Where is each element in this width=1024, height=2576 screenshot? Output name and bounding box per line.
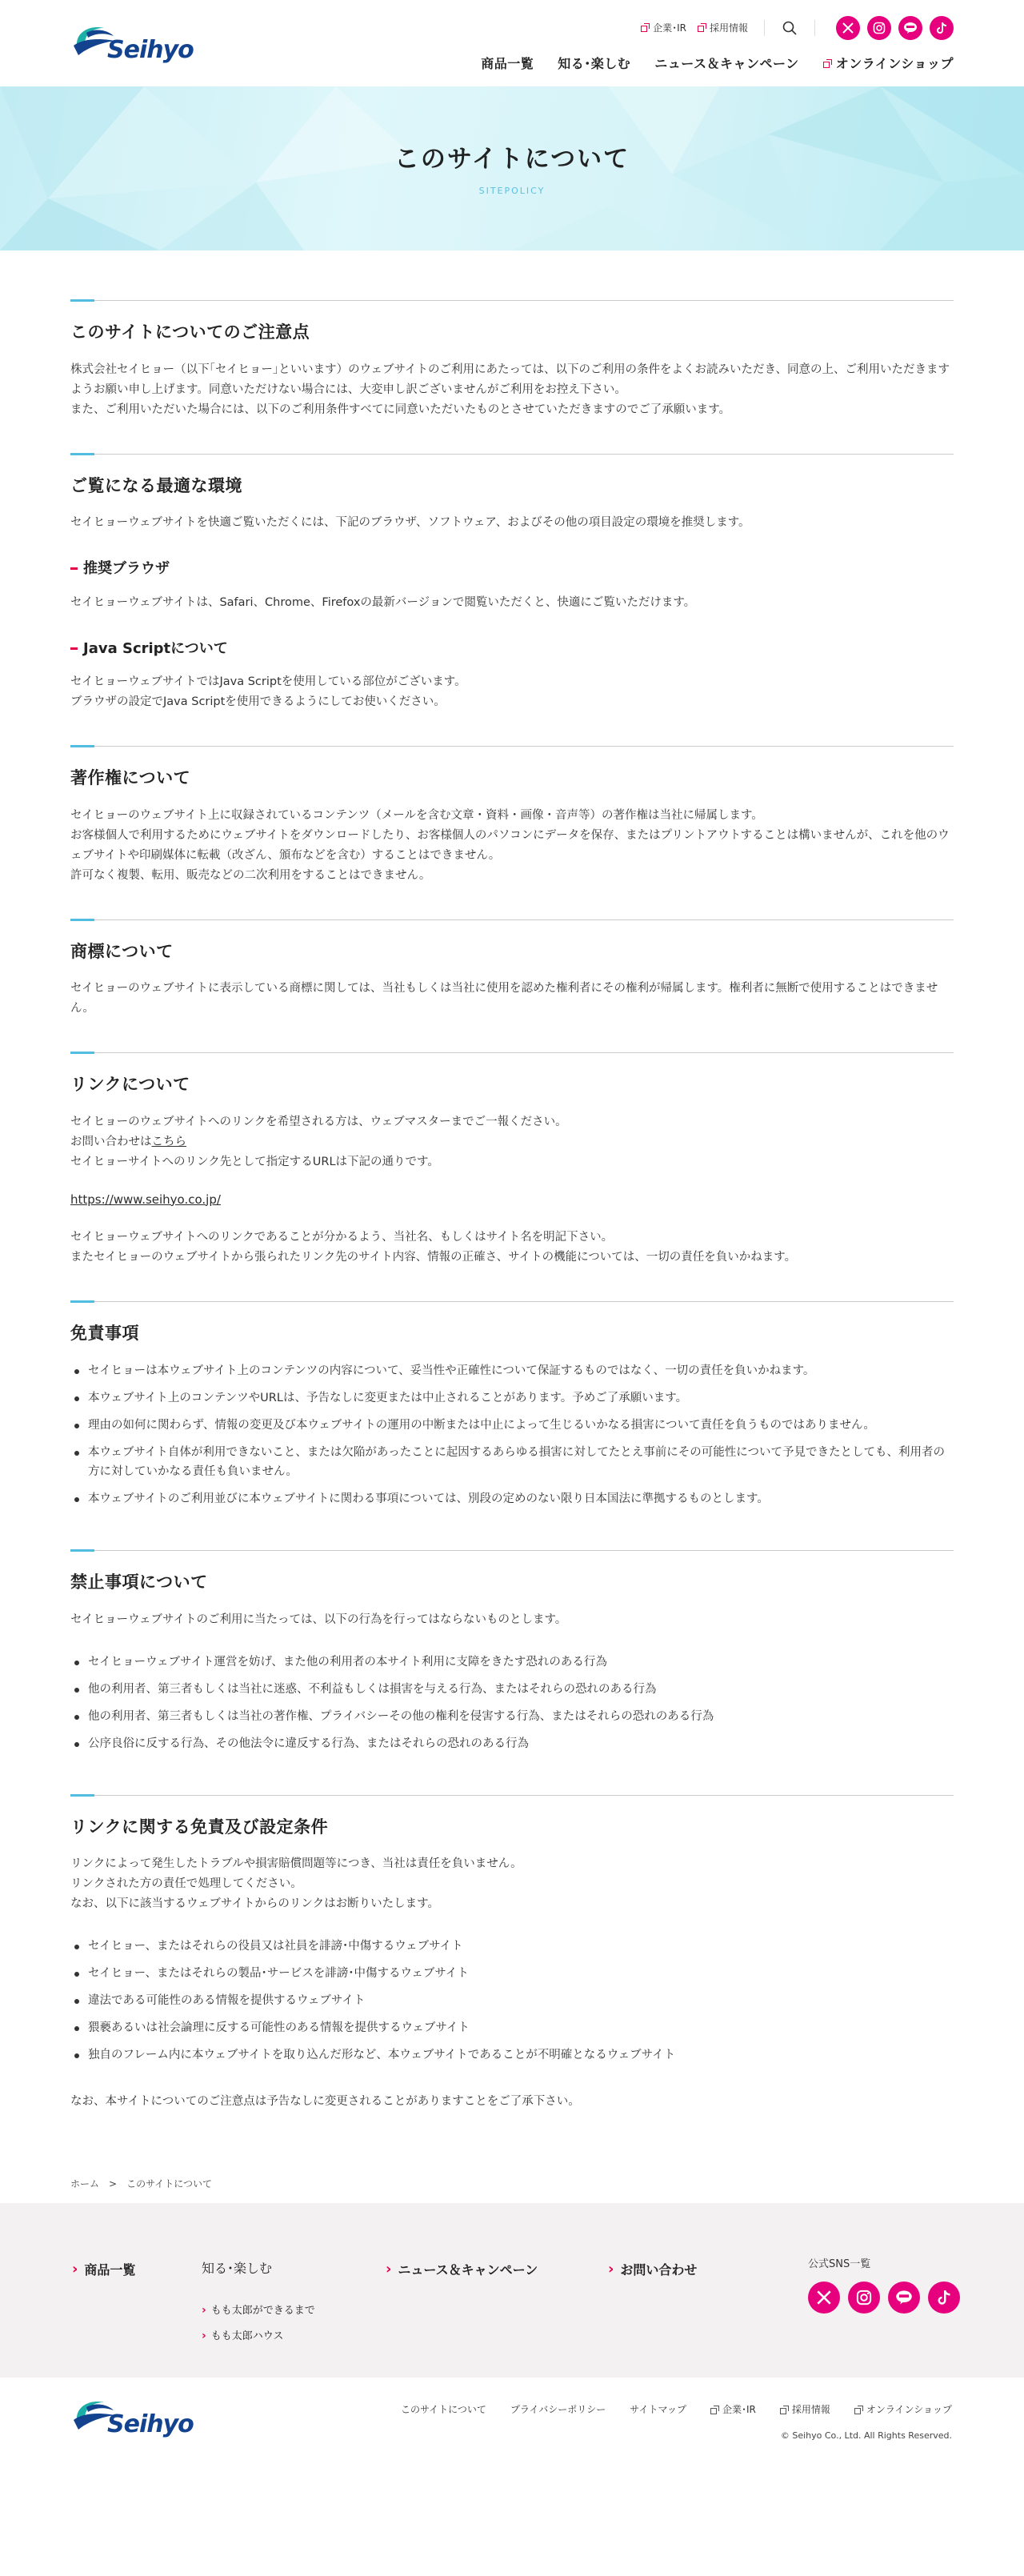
breadcrumb-current: このサイトについて [126,2177,212,2189]
footer-link-sitemap[interactable] [630,2402,686,2418]
paragraph: セイヒョーウェブサイトを快適ご覧いただくには、下記のブラウザ、ソフトウェア、およびその他の項目設定の環境を推奨します。 [70,516,750,530]
main-content [70,250,954,2145]
nav-products-label: 商品一覧 [481,56,534,71]
section-title: このサイトについてのご注意点 [70,323,310,342]
list-item: 本ウェブサイトのご利用並びに本ウェブサイトに関わる事項については、別段の定めのない限り日本国法に準拠するものとします。 [70,1489,954,1509]
footer-col-products [72,2258,135,2282]
breadcrumb-home[interactable]: ホーム [70,2177,100,2189]
tiktok-icon[interactable] [930,16,954,40]
footer-link-news-label: ニュース＆キャンペーン [398,2262,538,2278]
footer-link-online-shop-label: オンラインショップ [866,2404,952,2416]
footer-link-momotaro-making-label: もも太郎ができるまで [210,2305,315,2318]
footer-heading-enjoy: 知る･楽しむ [202,2261,273,2277]
list-item: 本ウェブサイト上のコンテンツやURLは、予告なしに変更または中止されることがあります。予めご了承願います。 [70,1388,954,1408]
footer-link-contact[interactable] [608,2258,697,2282]
footer-link-recruit[interactable] [780,2402,830,2418]
site-url-link[interactable]: https://www.seihyo.co.jp/ [70,1192,221,1207]
list-item: セイヒョー、またはそれらの製品･サービスを誹謗･中傷するウェブサイト [70,1964,954,1984]
breadcrumb-separator: > [109,2177,118,2189]
nav-news-label: ニュース＆キャンペーン [654,56,799,71]
link-prohibited-list [70,1937,954,2065]
section-title: ご覧になる最適な環境 [70,475,242,495]
footer-link-contact-label: お問い合わせ [620,2262,698,2278]
footer-link-news[interactable] [386,2258,538,2282]
section-title: リンクに関する免責及び設定条件 [70,1817,329,1837]
logo-text: Seihyo [107,35,194,64]
paragraph: 許可なく複製、転用、販売などの二次利用をすることはできません。 [70,868,431,882]
external-link-icon [710,2406,719,2414]
page-subtitle: SITEPOLICY [478,185,546,196]
chevron-right-icon: › [202,2304,206,2318]
paragraph: セイヒョーのウェブサイト上に収録されているコンテンツ（メールを含む文章・資料・画像・音声等）の著作権は当社に帰属します。 [70,808,763,822]
footer-bottom-links [401,2402,952,2418]
footer-seihyo-logo[interactable] [70,2395,211,2442]
footer-col-contact [608,2258,697,2282]
page-title: このサイトについて [394,144,630,174]
subsection-title: 推奨ブラウザ [70,557,954,582]
util-link-ir-label: 企業･IR [653,22,686,34]
paragraph: ブラウザの設定でJava Scriptを使用できるようにしてお使いください。 [70,695,446,709]
tiktok-icon[interactable] [928,2282,960,2314]
footer-link-products-label: 商品一覧 [84,2262,136,2278]
footer-link-momotaro-house[interactable] [202,2327,315,2346]
header-sns-list [836,16,954,40]
nav-news[interactable] [654,53,798,74]
section-title: リンクについて [70,1075,190,1095]
paragraph: なお、本サイトについてのご注意点は予告なしに変更されることがありますことをご了承下さい。 [70,2094,580,2108]
list-item: 他の利用者、第三者もしくは当社の著作権、プライバシーその他の権利を侵害する行為、またはそれらの恐れのある行為 [70,1707,954,1727]
list-item: 他の利用者、第三者もしくは当社に迷惑、不利益もしくは損害を与える行為、またはそれらの恐れのある行為 [70,1680,954,1700]
external-link-icon [641,23,650,32]
chevron-right-icon: › [72,2261,78,2278]
footer-sns-title: 公式SNS一覧 [808,2258,871,2271]
main-nav [481,53,954,74]
line-icon[interactable] [888,2282,920,2314]
footer-link-momotaro-making[interactable] [202,2302,315,2321]
nav-online-shop-label: オンラインショップ [835,56,954,71]
prohibited-list [70,1653,954,1754]
instagram-icon[interactable] [848,2282,880,2314]
paragraph [70,1132,954,1152]
footer-link-privacy-label: プライバシーポリシー [510,2404,606,2416]
divider [764,20,765,36]
section-disclaimer [70,1301,954,1550]
list-item: 猥褻あるいは社会論理に反する可能性のある情報を提供するウェブサイト [70,2018,954,2038]
util-link-recruit-label: 採用情報 [709,22,748,34]
nav-online-shop[interactable] [823,53,954,74]
site-footer [0,2203,1024,2456]
section-title: 免責事項 [70,1324,139,1343]
paragraph: お客様個人で利用するためにウェブサイトをダウンロードしたり、お客様個人のパソコンにデータを保存、またはプリントアウトすることは構いませんが、これを他のウェブサイトや印刷媒体に転載（改ざん、頒布などを含む）することはできません。 [70,828,950,862]
list-item: 理由の如何に関わらず、情報の変更及び本ウェブサイトの運用の中断または中止によって生じるいかなる損害について責任を負うものではありません。 [70,1416,954,1436]
external-link-icon [698,23,706,32]
contact-prefix: お問い合わせは [70,1135,152,1148]
logo-text: Seihyo [107,2410,194,2438]
logo-mark-icon [70,23,123,65]
divider [814,20,815,36]
list-item: 公序良俗に反する行為、その他法令に違反する行為、またはそれらの恐れのある行為 [70,1734,954,1754]
seihyo-logo[interactable] [70,21,211,67]
nav-enjoy[interactable] [558,53,630,74]
section-notice [70,300,954,454]
paragraph: リンクされた方の責任で処理してください。 [70,1877,302,1891]
logo-mark-icon [70,2398,123,2439]
x-icon[interactable] [836,16,860,40]
copyright: © Seihyo Co., Ltd. All Rights Reserved. [780,2430,952,2442]
x-icon[interactable] [808,2282,840,2314]
chevron-right-icon: › [386,2261,392,2278]
chevron-right-icon: › [202,2330,206,2343]
footer-link-sitemap-label: サイトマップ [630,2404,686,2416]
paragraph: またセイヒョーのウェブサイトから張られたリンク先のサイト内容、情報の正確さ、サイトの機能については、一切の責任を負いかねます。 [70,1251,797,1264]
nav-enjoy-label: 知る･楽しむ [558,56,631,71]
footer-link-recruit-label: 採用情報 [791,2404,830,2416]
section-title: 著作権について [70,768,191,788]
instagram-icon[interactable] [867,16,891,40]
util-link-recruit[interactable] [698,20,748,36]
footer-link-online-shop[interactable] [854,2402,952,2418]
nav-products[interactable] [481,53,534,74]
footer-link-momotaro-house-label: もも太郎ハウス [210,2330,284,2343]
paragraph: セイヒョーウェブサイトは、Safari、Chrome、Firefoxの最新バージョンで閲覧いただくと、快適にご覧いただけます。 [70,595,696,609]
paragraph: また、ご利用いただいた場合には、以下のご利用条件すべてに同意いただいたものとさせていただきますのでご了承願います。 [70,403,731,416]
contact-link[interactable]: こちら [151,1135,186,1148]
external-link-icon [823,59,832,68]
footer-sns-list [808,2282,960,2314]
footer-link-products[interactable] [72,2258,135,2282]
footer-link-ir-label: 企業･IR [722,2404,756,2416]
footer-col-sns [808,2256,960,2314]
list-item: 本ウェブサイト自体が利用できないこと、または欠陥があったことに起因するあらゆる損害に対してたとえ事前にその可能性について予見できたとしても、利用者の方に対していかなる責任も負いません。 [70,1443,954,1483]
list-item: 違法である可能性のある情報を提供するウェブサイト [70,1991,954,2011]
footer-link-ir[interactable] [710,2402,756,2418]
section-prohibited [70,1550,954,1794]
site-header [0,0,1024,86]
list-item: 独自のフレーム内に本ウェブサイトを取り込んだ形など、本ウェブサイトであることが不明確となるウェブサイト [70,2045,954,2065]
breadcrumb [70,2176,954,2203]
paragraph: 株式会社セイヒョー（以下｢セイヒョー｣といいます）のウェブサイトのご利用にあたっては、以下のご利用の条件をよくお読みいただき、同意の上、ご利用いただきますようお願い申し上げます。同意いただけない場合には、大変申し訳ございませんがご利用をお控え下さい。 [70,363,950,396]
section-trademark [70,919,954,1053]
subsection-title: Java Scriptについて [70,637,954,662]
utility-nav [641,16,954,40]
chevron-right-icon: › [608,2261,614,2278]
list-item: セイヒョーウェブサイト運営を妨げ、また他の利用者の本サイト利用に支障をきたす恐れのある行為 [70,1653,954,1673]
paragraph: リンクによって発生したトラブルや損害賠償問題等につき、当社は責任を負いません。 [70,1857,522,1871]
line-icon[interactable] [898,16,922,40]
section-link [70,1052,954,1301]
footer-bottom [0,2378,1024,2456]
search-icon[interactable] [781,19,798,37]
footer-col-news [386,2258,538,2282]
section-environment [70,454,954,747]
external-link-icon [854,2406,863,2414]
list-item: セイヒョー、またはそれらの役員又は社員を誹謗･中傷するウェブサイト [70,1937,954,1957]
paragraph: セイヒョーサイトへのリンク先として指定するURLは下記の通りです。 [70,1155,439,1168]
util-link-ir[interactable] [641,20,686,36]
paragraph: セイヒョーウェブサイトではJava Scriptを使用している部位がございます。 [70,675,466,689]
section-copyright [70,746,954,919]
footer-link-privacy[interactable] [510,2402,606,2418]
list-item: セイヒョーは本ウェブサイト上のコンテンツの内容について、妥当性や正確性について保証するものではなく、一切の責任を負いかねます。 [70,1361,954,1381]
section-title: 禁止事項について [70,1572,208,1592]
section-title: 商標について [70,941,174,961]
footer-link-site-policy-label: このサイトについて [400,2404,486,2416]
paragraph: セイヒョーウェブサイトへのリンクであることが分かるよう、当社名、もしくはサイト名を明記下さい。 [70,1231,614,1244]
footer-col-enjoy [202,2258,315,2346]
section-link-disclaimer [70,1795,954,2145]
footer-link-site-policy[interactable] [401,2402,486,2418]
footer-nav [0,2203,1024,2378]
paragraph: セイヒョーのウェブサイトに表示している商標に関しては、当社もしくは当社に使用を認めた権利者にその権利が帰属します。権利者に無断で使用することはできません。 [70,982,938,1016]
external-link-icon [780,2406,789,2414]
paragraph: セイヒョーウェブサイトのご利用に当たっては、以下の行為を行ってはならないものとします。 [70,1613,567,1626]
paragraph: なお、以下に該当するウェブサイトからのリンクはお断りいたします。 [70,1897,439,1911]
disclaimer-list [70,1361,954,1510]
page-hero [0,86,1024,250]
paragraph: セイヒョーのウェブサイトへのリンクを希望される方は、ウェブマスターまでご一報ください。 [70,1115,567,1128]
